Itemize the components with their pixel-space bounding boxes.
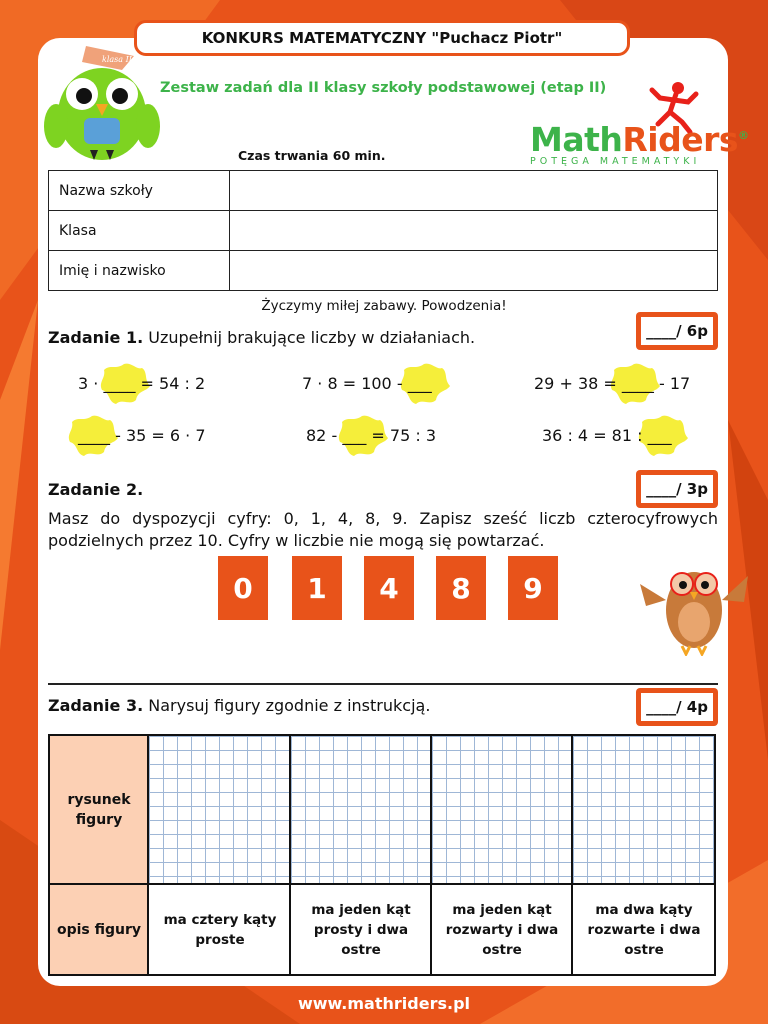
table-borders: [48, 734, 716, 976]
equation-5: 82 - ___ = 75 : 3: [306, 426, 436, 445]
shape-description: ma cztery kąty proste: [163, 911, 277, 948]
task2-text: Masz do dyspozycji cyfry: 0, 1, 4, 8, 9. Zapisz sześć liczb czterocyfrowych podzielnych przez 10. Cyfry w liczbie nie mogą się powtarzać.: [48, 509, 718, 550]
digit-tile: 8: [436, 556, 486, 620]
answer-blank[interactable]: ___: [342, 426, 367, 445]
digit-tile: 4: [364, 556, 414, 620]
task2-score-box: ____/ 3p: [636, 470, 718, 508]
student-info-table: [48, 170, 718, 291]
shape-description: ma jeden kąt prosty i dwa ostre: [311, 901, 411, 958]
task3-title: Zadanie 3. Narysuj figury zgodnie z instrukcją.: [48, 696, 431, 715]
equation-6: 36 : 4 = 81 : ___: [542, 426, 672, 445]
full-name-field[interactable]: [230, 251, 718, 291]
answer-blank[interactable]: ____: [103, 374, 136, 393]
equation-2: 7 · 8 = 100 - ___: [302, 374, 432, 393]
drawing-row-label: rysunek figury: [50, 736, 148, 884]
contest-title: KONKURS MATEMATYCZNY "Puchacz Piotr": [134, 20, 630, 56]
table-row: [49, 251, 718, 291]
equation-3: 29 + 38 = ____ - 17: [534, 374, 691, 393]
task1-score-box: ____/ 6p: [636, 312, 718, 350]
task3-score-box: ____/ 4p: [636, 688, 718, 726]
set-subtitle: Zestaw zadań dla II klasy szkoły podstawowej (etap II): [160, 80, 607, 96]
section-divider: [48, 683, 718, 685]
table-row: [49, 211, 718, 251]
brand-tagline: POTĘGA MATEMATYKI: [530, 156, 701, 167]
good-luck-message: Życzymy miłej zabawy. Powodzenia!: [261, 298, 507, 314]
task1-title: Zadanie 1. Uzupełnij brakujące liczby w działaniach.: [48, 328, 476, 347]
answer-blank[interactable]: ___: [407, 374, 432, 393]
mathriders-logo: MathRiders®: [530, 120, 749, 159]
school-name-field[interactable]: [230, 171, 718, 211]
description-row-label: opis figury: [50, 885, 148, 974]
class-field[interactable]: [230, 211, 718, 251]
table-row: [49, 171, 718, 211]
equation-1: 3 · ____ = 54 : 2: [78, 374, 206, 393]
answer-blank[interactable]: ____: [78, 426, 110, 445]
equation-4: ____ - 35 = 6 · 7: [78, 426, 206, 445]
task2-title: Zadanie 2.: [48, 480, 144, 499]
full-name-label: Imię i nazwisko: [49, 251, 230, 291]
digit-tile: 0: [218, 556, 268, 620]
digit-tile: 1: [292, 556, 342, 620]
school-name-label: Nazwa szkoły: [49, 171, 230, 211]
class-label: Klasa: [49, 211, 230, 251]
owl-logo-icon: [44, 40, 160, 162]
owl-badge-text: klasa II: [102, 55, 132, 64]
owl-mascot-icon: [636, 544, 752, 656]
answer-blank[interactable]: ___: [647, 426, 672, 445]
shape-description: ma jeden kąt rozwarty i dwa ostre: [445, 901, 559, 958]
answer-blank[interactable]: ____: [621, 374, 654, 393]
duration: Czas trwania 60 min.: [238, 148, 386, 163]
footer-url[interactable]: www.mathriders.pl: [297, 994, 470, 1013]
shapes-table: [48, 734, 716, 976]
shape-description: ma dwa kąty rozwarte i dwa ostre: [587, 901, 701, 958]
digit-tile: 9: [508, 556, 558, 620]
